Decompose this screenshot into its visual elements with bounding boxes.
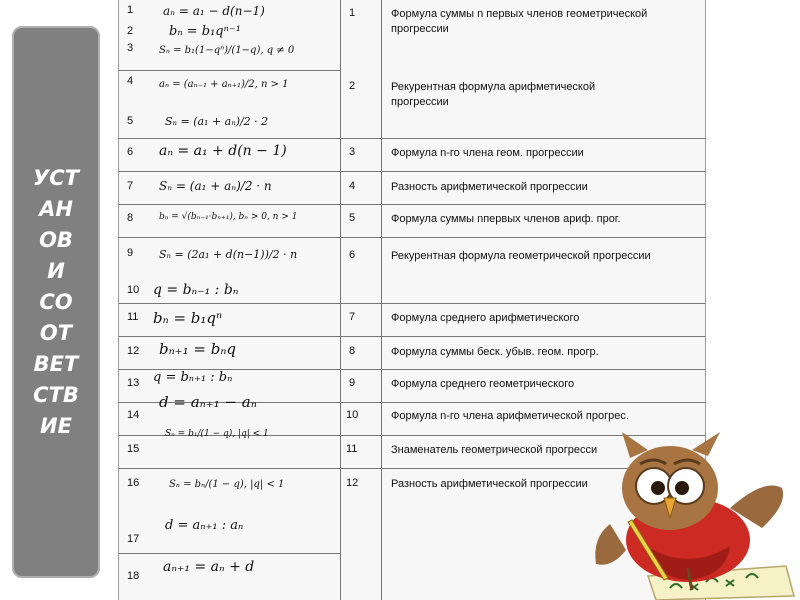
title-line: СТВ bbox=[33, 382, 79, 407]
row-number: 3 bbox=[127, 42, 134, 54]
description-10: Формула n-го члена арифметической прогрес. bbox=[391, 410, 629, 422]
answer-number: 1 bbox=[349, 7, 356, 19]
formula-6: aₙ = a₁ + d(n − 1) bbox=[159, 143, 287, 159]
formula-4: aₙ = (aₙ₋₁ + aₙ₊₁)/2, n > 1 bbox=[159, 79, 289, 90]
formula-10: q = bₙ₋₁ : bₙ bbox=[153, 282, 239, 298]
answer-number: 5 bbox=[349, 212, 356, 224]
description-6: Рекурентная формула геометрической прогрессии bbox=[391, 250, 651, 262]
formula-14: d = aₙ₊₁ − aₙ bbox=[159, 393, 257, 411]
row-number: 15 bbox=[127, 443, 140, 455]
answer-number: 11 bbox=[346, 443, 358, 455]
column-divider bbox=[381, 0, 382, 600]
title-line: УСТ bbox=[33, 165, 79, 190]
title-line: СО bbox=[39, 289, 73, 314]
formula-1: aₙ = a₁ − d(n−1) bbox=[163, 4, 265, 18]
description-12: Разность арифметической прогрессии bbox=[391, 478, 588, 490]
title-line: И bbox=[47, 258, 65, 283]
answer-number: 9 bbox=[349, 377, 356, 389]
row-number: 4 bbox=[127, 75, 134, 87]
description-3: Формула n-го члена геом. прогрессии bbox=[391, 147, 584, 159]
formula-7: Sₙ = (a₁ + aₙ)/2 · n bbox=[159, 179, 272, 193]
formula-13: q = bₙ₊₁ : bₙ bbox=[153, 370, 233, 385]
answer-number: 6 bbox=[349, 249, 356, 261]
description-11: Знаменатель геометрической прогресси bbox=[391, 444, 598, 456]
row-divider bbox=[119, 553, 341, 554]
row-number: 10 bbox=[127, 284, 140, 296]
row-number: 9 bbox=[127, 247, 134, 259]
answer-number: 3 bbox=[349, 146, 356, 158]
answer-number: 10 bbox=[346, 409, 359, 421]
row-number: 5 bbox=[127, 115, 134, 127]
formula-12: bₙ₊₁ = bₙq bbox=[159, 340, 236, 358]
formula-18: aₙ₊₁ = aₙ + d bbox=[163, 559, 255, 575]
title-text bbox=[33, 163, 79, 442]
formula-15: Sₙ = b₁/(1 − q), |q| < 1 bbox=[165, 429, 269, 439]
answer-number: 2 bbox=[349, 80, 356, 92]
description-7: Формула среднего арифметического bbox=[391, 312, 580, 324]
description-4: Разность арифметической прогрессии bbox=[391, 181, 588, 193]
title-line: АН bbox=[39, 196, 73, 221]
title-line: ОТ bbox=[39, 320, 73, 345]
row-divider bbox=[119, 204, 705, 205]
row-number: 7 bbox=[127, 180, 134, 192]
row-number: 16 bbox=[127, 477, 140, 489]
row-number: 8 bbox=[127, 212, 134, 224]
description-1: Формула суммы n первых членов геометрической прогрессии bbox=[391, 8, 648, 35]
formula-5: Sₙ = (a₁ + aₙ)/2 · 2 bbox=[165, 115, 269, 128]
formula-11: bₙ = b₁qⁿ bbox=[153, 309, 223, 327]
formula-3: Sₙ = b₁(1−qⁿ)/(1−q), q ≠ 0 bbox=[159, 45, 295, 56]
row-number: 12 bbox=[127, 345, 140, 357]
row-number: 17 bbox=[127, 533, 140, 545]
row-number: 6 bbox=[127, 146, 134, 158]
title-line: ИЕ bbox=[40, 413, 72, 438]
row-divider bbox=[119, 237, 705, 238]
answer-number: 8 bbox=[349, 345, 356, 357]
answer-number: 12 bbox=[346, 477, 359, 489]
answer-number: 4 bbox=[349, 180, 356, 192]
row-divider bbox=[119, 138, 705, 139]
answer-number: 7 bbox=[349, 311, 356, 323]
description-9: Формула среднего геометрического bbox=[391, 378, 575, 390]
owl-head-icon bbox=[622, 432, 720, 530]
row-number: 1 bbox=[127, 4, 134, 16]
formula-9: Sₙ = (2a₁ + d(n−1))/2 · n bbox=[159, 248, 298, 261]
title-panel bbox=[12, 26, 100, 578]
title-line: ОВ bbox=[39, 227, 73, 252]
row-number: 13 bbox=[127, 377, 140, 389]
formula-8: bₙ = √(bₙ₋₁·bₙ₊₁), bₙ > 0, n > 1 bbox=[159, 212, 298, 222]
row-number: 2 bbox=[127, 25, 134, 37]
row-divider bbox=[119, 336, 705, 337]
row-number: 18 bbox=[127, 570, 140, 582]
formula-17: d = aₙ₊₁ : aₙ bbox=[165, 518, 244, 533]
row-number: 14 bbox=[127, 409, 140, 421]
row-divider bbox=[119, 171, 705, 172]
description-5: Формула суммы nпервых членов ариф. прог. bbox=[391, 213, 621, 225]
row-divider bbox=[119, 70, 341, 71]
description-2: Рекурентная формула арифметической прогрессии bbox=[391, 81, 596, 108]
formula-16: Sₙ = bₙ/(1 − q), |q| < 1 bbox=[169, 479, 285, 490]
row-divider bbox=[119, 303, 705, 304]
formula-2: bₙ = b₁qⁿ⁻¹ bbox=[169, 24, 241, 39]
owl-illustration bbox=[580, 428, 800, 600]
title-line: ВЕТ bbox=[33, 351, 79, 376]
description-8: Формула суммы беск. убыв. геом. прогр. bbox=[391, 346, 599, 358]
row-number: 11 bbox=[127, 311, 139, 323]
column-divider bbox=[340, 0, 341, 600]
